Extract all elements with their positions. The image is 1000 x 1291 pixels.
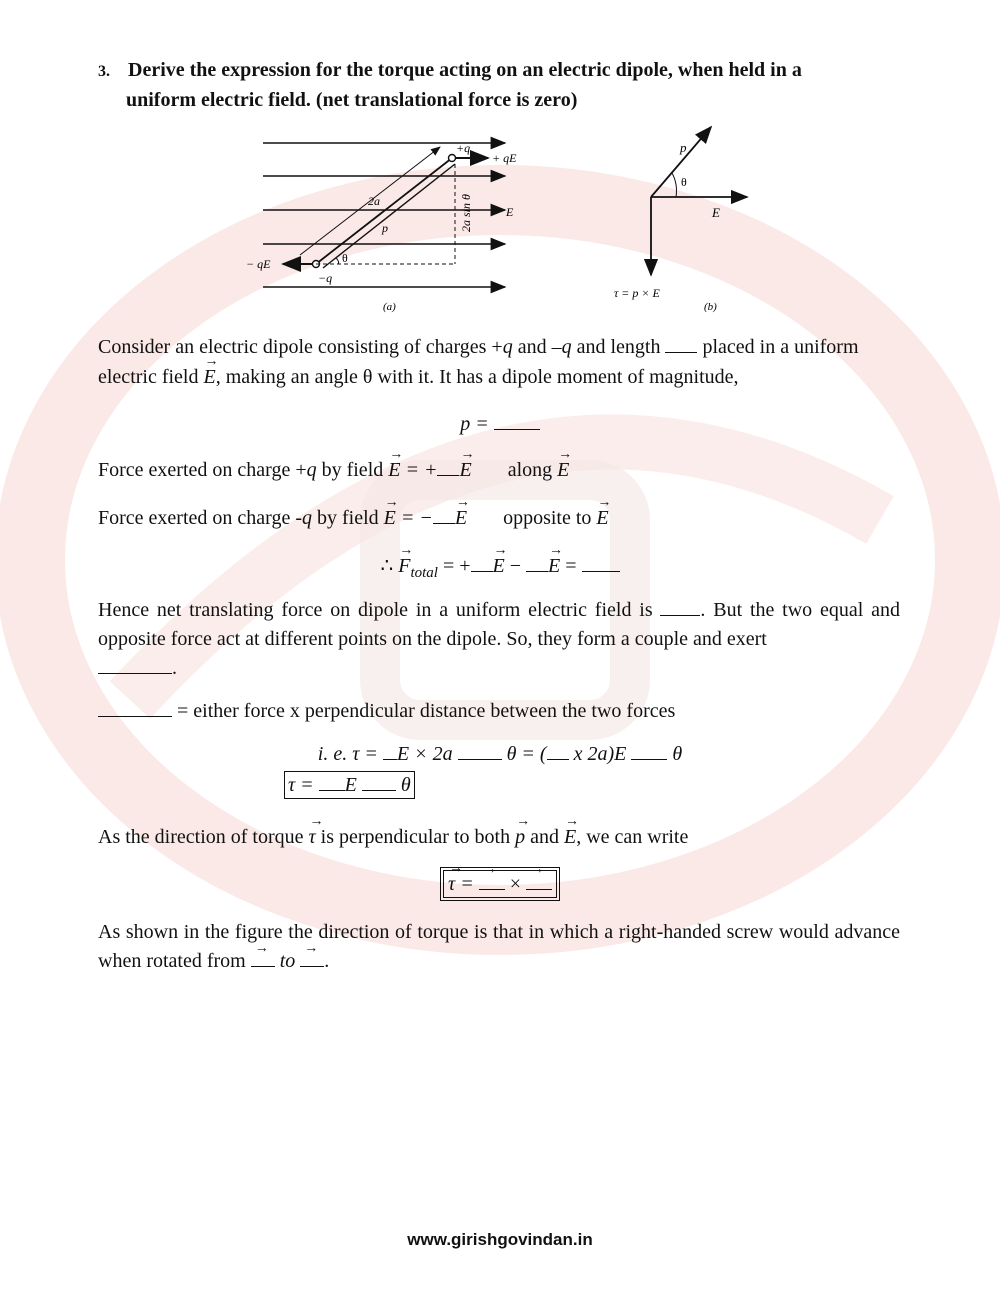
blank-torque-def[interactable] xyxy=(98,698,172,717)
paragraph-intro: Consider an electric dipole consisting of charges +q and –q and length placed in a uniform electric field → E, making an angle θ with it. It has a dipole moment of magnitude, xyxy=(98,332,900,392)
force-minus-line: Force exerted on charge -q by field → E = −→ E opposite to → E xyxy=(98,503,900,533)
blank-ie2[interactable] xyxy=(458,741,502,760)
question-line2: uniform electric field. (net translational force is zero) xyxy=(126,89,578,111)
blank-tau1[interactable] xyxy=(319,772,345,791)
blank-ft3[interactable] xyxy=(582,553,620,572)
blank-p[interactable] xyxy=(494,411,540,430)
eq-torque-derivation: i. e. τ = E × 2a θ = ( x 2a)E θ xyxy=(317,743,683,765)
blank-f2[interactable] xyxy=(433,505,455,524)
caption-a: (a) xyxy=(383,301,396,313)
figure-b xyxy=(614,127,747,313)
boxed-cross-formula: → τ = → × → xyxy=(443,870,557,898)
blank-torque-word[interactable] xyxy=(98,655,172,674)
eq-dipole-moment: p = xyxy=(0,410,1000,438)
label-E-a: E xyxy=(506,205,514,219)
blank-cross2[interactable] xyxy=(526,871,552,890)
label-torque-b: τ = p × E xyxy=(614,286,660,300)
label-plus-qE: + qE xyxy=(492,151,517,165)
blank-tau2[interactable] xyxy=(362,772,396,791)
paragraph-torque-def: = either force x perpendicular distance between the two forces xyxy=(98,696,900,726)
label-plus-q: +q xyxy=(456,141,471,155)
paragraph-couple: Hence net translating force on dipole in a uniform electric field is . But the two equal and opposite force act at different points on the dipole. So, they form a couple and exert . xyxy=(98,599,900,679)
label-E-b: E xyxy=(712,205,720,220)
paragraph-direction: As the direction of torque → τ is perpendicular to both → p and → E, we can write xyxy=(98,822,900,852)
blank-screw1[interactable] xyxy=(251,948,275,967)
blank-cross1[interactable] xyxy=(479,871,505,890)
caption-b: (b) xyxy=(704,301,717,313)
blank-f1[interactable] xyxy=(437,457,459,476)
question-line1: Derive the expression for the torque acting on an electric dipole, when held in a xyxy=(128,59,802,81)
eq-cross-product xyxy=(0,870,1000,898)
eq-total-force: ∴ → $F_{total}$ = +→ E − → E = xyxy=(0,552,1000,587)
label-minus-qE: − qE xyxy=(246,257,271,271)
label-theta-b: θ xyxy=(681,175,687,189)
dipole-figures xyxy=(0,120,1000,320)
question-heading xyxy=(98,56,900,115)
paragraph-screw: As shown in the figure the direction of torque is that in which a right-handed screw would advance when rotated from → to →. xyxy=(98,918,900,976)
label-p-b: p xyxy=(680,140,687,155)
blank-length[interactable] xyxy=(665,334,697,353)
figure-a xyxy=(246,141,517,313)
force-plus-line: Force exerted on charge +q by field → E = +→ E along → E xyxy=(98,455,900,485)
footer-website: www.girishgovindan.in xyxy=(407,1230,593,1249)
angle-arc-b xyxy=(672,173,677,197)
dipole-rod xyxy=(316,158,452,264)
label-p: p xyxy=(382,221,388,235)
blank-ie3[interactable] xyxy=(547,741,569,760)
blank-screw2[interactable] xyxy=(300,948,324,967)
label-two-a-sin: 2a sin θ xyxy=(459,194,473,232)
blank-ft2[interactable] xyxy=(526,553,548,572)
label-two-a: 2a xyxy=(368,194,380,208)
label-minus-q: −q xyxy=(318,271,333,285)
plus-charge xyxy=(449,155,456,162)
boxed-torque-formula: τ = E θ xyxy=(284,771,415,799)
blank-net-force[interactable] xyxy=(660,597,700,616)
blank-ie4[interactable] xyxy=(631,741,667,760)
blank-ie1[interactable] xyxy=(383,741,397,760)
label-theta: θ xyxy=(342,251,348,265)
angle-arc xyxy=(336,258,339,264)
blank-ft1[interactable] xyxy=(471,553,493,572)
question-number: 3. xyxy=(98,63,110,80)
